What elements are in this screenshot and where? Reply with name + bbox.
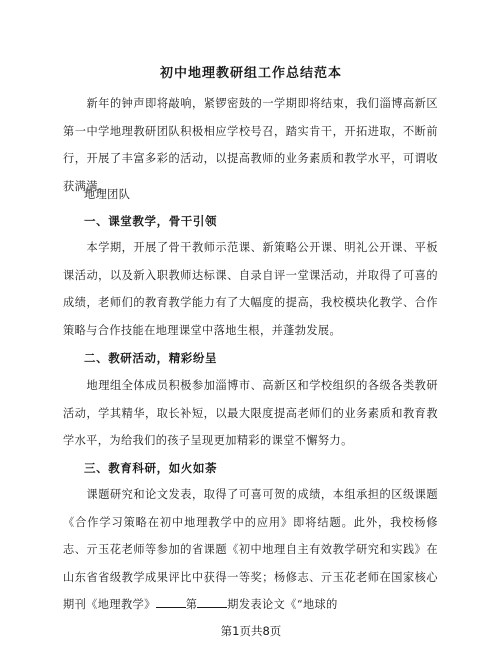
section-1-paragraph: 本学期，开展了骨干教师示范课、新策略公开课、明礼公开课、平板课活动，以及新入职教师达标课、自录自评一堂课活动，并取得了可喜的成绩，老师们的教育教学能力有了大幅度的提高，我校模块化教学、合作策略与合作技能在地理课堂中落地生根，并蓬勃发展。	[63, 241, 438, 337]
section-3-heading: 三、教育科研，如火如荼	[84, 461, 218, 475]
team-label: 地理团队	[84, 188, 131, 201]
section-1-heading: 一、课堂教学，骨干引领	[84, 214, 218, 228]
intro-paragraph: 新年的钟声即将敲响，紧锣密鼓的一学期即将结束，我们淄博高新区第一中学地理教研团队积极相应学校号召，踏实肯干，开拓进取，不断前行，开展了丰富多彩的活动，以提高教师的业务素质和教学水平，可谓收获满满。	[63, 97, 438, 193]
section-3-text-c: 期发表论文《“地球的	[227, 598, 338, 612]
section-2-paragraph: 地理组全体成员积极参加淄博市、高新区和学校组织的各级各类教研活动，学其精华，取长补短，以最大限度提高老师们的业务素质和教育教学水平，为给我们的孩子呈现更加精彩的课堂不懈努力。	[63, 379, 438, 448]
section-3-paragraph	[63, 481, 438, 619]
section-3-text-b: 第	[185, 598, 198, 612]
section-2-heading: 二、教研活动，精彩纷呈	[84, 351, 218, 365]
section-3-text-a: 课题研究和论文发表，取得了可喜可贺的成绩，本组承担的区级课题《合作学习策略在初中地理教学中的应用》即将结题。此外，我校杨修志、亓玉花老师等参加的省课题《初中地理自主有效教学研究和实践》在山东省省级教学成果评比中获得一等奖；杨修志、亓玉花老师在国家核心期刊《地理教学》	[63, 488, 438, 612]
document-title: 初中地理教研组工作总结范本	[159, 66, 342, 81]
blank-line	[156, 597, 186, 608]
page-footer: 第1页共8页	[220, 624, 282, 638]
blank-line	[197, 597, 227, 608]
